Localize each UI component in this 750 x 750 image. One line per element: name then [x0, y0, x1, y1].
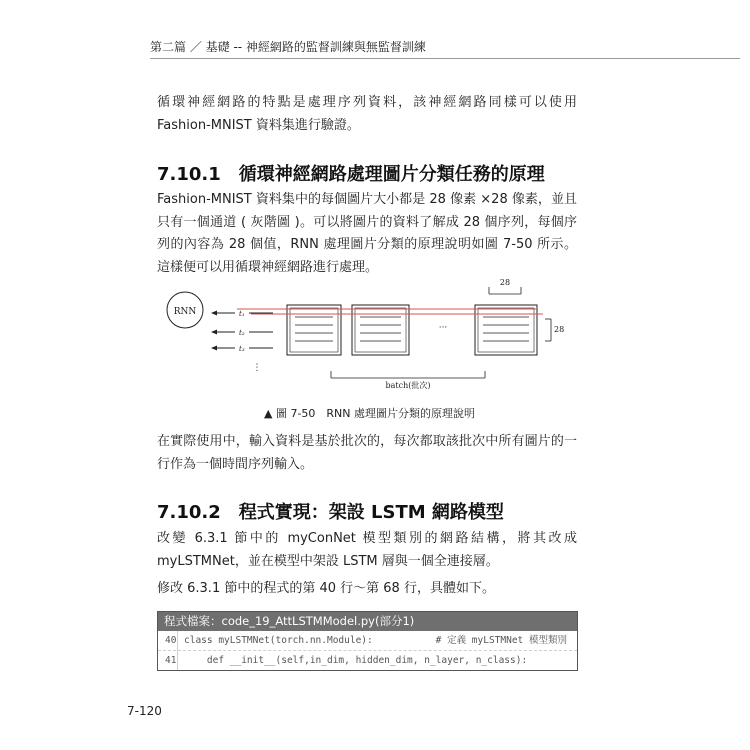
top-dimension-label: 28	[499, 278, 511, 287]
image-grid-1	[287, 305, 341, 355]
batch-label: batch(批次)	[385, 381, 431, 390]
code-line-text: def __init__(self,in_dim, hidden_dim, n_layer, n_class):	[184, 655, 528, 666]
code-line-number: 40	[165, 635, 177, 646]
image-grid-2	[352, 305, 409, 355]
code-line	[158, 631, 577, 651]
code-line-number: 41	[165, 655, 177, 666]
input-label-t3: t₃	[239, 345, 245, 353]
input-arrow-t2	[211, 329, 273, 337]
section2-paragraph1: 改變 6.3.1 節中的 myConNet 模型類別的網路結構，將其改成 myLSTMNet，並在模型中架設 LSTM 層與一個全連接層。	[157, 531, 577, 569]
input-label-t2: t₂	[239, 329, 245, 337]
rnn-diagram	[155, 275, 575, 404]
rnn-label: RNN	[173, 307, 197, 317]
code-line-text: class myLSTMNet(torch.nn.Module):	[184, 635, 373, 646]
batch-bracket	[331, 371, 485, 390]
header-rule	[150, 58, 740, 59]
section2-paragraph2: 修改 6.3.1 節中的程式的第 40 行～第 68 行，具體如下。	[157, 581, 495, 596]
input-label-t1: t₁	[239, 310, 245, 318]
input-arrow-t3	[211, 345, 273, 353]
code-line-comment: # 定義 myLSTMNet 模型類別	[435, 635, 567, 646]
side-dimension-label: 28	[554, 325, 565, 334]
code-filename: 程式檔案：code_19_AttLSTMModel.py(部分1)	[158, 612, 577, 631]
horizontal-ellipsis: ···	[438, 323, 448, 333]
section-heading-7-10-2: 7.10.2 程式實現：架設 LSTM 網路模型	[157, 502, 504, 523]
code-line	[158, 651, 577, 670]
vertical-ellipsis: ⋮	[252, 363, 262, 373]
intro-paragraph: 循環神經網路的特點是處理序列資料，該神經網路同樣可以使用 Fashion-MNIST 資料集進行驗證。	[157, 95, 577, 133]
section-heading-7-10-1: 7.10.1 循環神經網路處理圖片分類任務的原理	[157, 164, 545, 185]
after-figure-paragraph: 在實際使用中，輸入資料是基於批次的，每次都取該批次中所有圖片的一行作為一個時間序列輸入。	[157, 434, 577, 472]
figure-caption: ▲ 圖 7-50 RNN 處理圖片分類的原理說明	[264, 407, 476, 420]
running-header: 第二篇 ／ 基礎 -- 神經網路的監督訓練與無監督訓練	[150, 40, 426, 54]
code-listing	[157, 611, 578, 671]
side-dimension	[545, 319, 564, 341]
image-grid-3	[475, 305, 537, 355]
page-number: 7-120	[127, 704, 162, 718]
rnn-diagram-svg	[155, 275, 575, 400]
top-dimension	[489, 278, 521, 294]
section1-paragraph: Fashion-MNIST 資料集中的每個圖片大小都是 28 像素 ×28 像素，並且只有一個通道 ( 灰階圖 )。可以將圖片的資料了解成 28 個序列，每個序列的內容為 28 個值，RNN 處理圖片分類的原理說明如圖 7-50 所示。這樣便可以用循環神經網路進行處理。	[157, 192, 577, 275]
